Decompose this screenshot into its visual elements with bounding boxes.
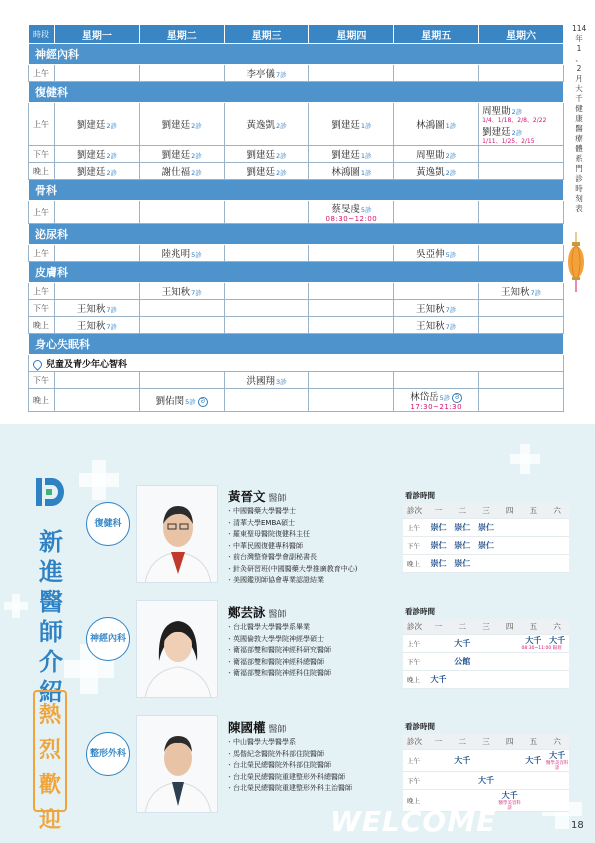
office-hours-slot: 晚上 [403,554,427,572]
cell-rehab-eve-wed: 劉建廷2診 [224,163,309,180]
cell-rehab-am-mon: 劉建廷2診 [55,103,140,146]
office-hours-cell [545,670,569,688]
office-hours-cell [474,749,498,771]
side-caption-char: 療 [575,134,583,143]
side-caption-char: 2 [576,64,582,73]
header-day-tue: 星期二 [139,25,224,44]
office-hours-header [403,503,569,518]
office-hours-cell [522,670,546,688]
office-hours-cell [498,670,522,688]
side-caption-char: 健 [575,104,583,113]
intro-title-char: 醫 [39,588,63,616]
cv-line: ・ 清華大學EMBA碩士 [226,518,357,530]
cv-line: ・ 前台灣整脊醫學會副秘書長 [226,552,357,564]
header-day-thu: 星期四 [309,25,394,44]
office-hours-slot: 上午 [403,634,427,652]
office-hours-header [403,734,569,749]
cv-line: ・ 中山醫學大學醫學系 [226,737,352,749]
office-hours-slot: 下午 [403,652,427,670]
office-hours-header-cell: 五 [522,619,546,634]
office-hours-header-cell: 一 [427,734,451,749]
office-hours-cell: 公館 [450,652,474,670]
side-caption-char: 醫 [575,124,583,133]
side-caption-char: 、 [575,54,583,63]
welcome-text [33,698,67,838]
office-hours-row [403,554,569,572]
cv-line: ・ 台北醫學大學醫學系畢業 [226,622,331,634]
office-hours-row [403,536,569,554]
cell-derm-eve-mon: 王知秋7診 [55,317,140,334]
office-hours-cell [545,789,569,811]
header-slot: 時段 [29,25,55,44]
doctor-name: 陳國權 醫師 [228,720,287,735]
header-day-mon: 星期一 [55,25,140,44]
office-hours-cell: 大千 醫學美容科診 [498,790,521,811]
office-hours-cell: 崇仁 [474,536,498,554]
office-hours-header-cell: 三 [474,503,498,518]
cell-rehab-pm-wed: 劉建廷2診 [224,146,309,163]
cv-line: ・ 衛福部雙和醫院神經科研究醫師 [226,645,331,657]
subsection-child-psych: 兒童及青少年心智科 [29,355,564,372]
slot-label: 上午 [29,201,55,224]
office-hours-header-cell: 三 [474,734,498,749]
cv-line: ・ 衛福部雙和醫院神經科住院醫師 [226,668,331,680]
office-hours-cell [427,771,451,789]
office-hours-header-cell: 六 [545,503,569,518]
office-hours-cell [474,554,498,572]
side-caption-char: 114 [572,24,587,33]
cell-uro-am-fri: 吳亞伸5診 [394,245,479,262]
office-hours-cell [545,652,569,670]
side-caption-char: 表 [575,204,583,213]
office-hours-cell [522,789,546,811]
cell-rehab-am-sat: 周聖勛2診 1/4、1/18、2/8、2/22 劉建廷2診 1/11、1/25、2/15 [479,103,564,146]
section-psych: 身心失眠科 [29,334,564,355]
office-hours-table [403,619,569,689]
slot-label: 晚上 [29,389,55,412]
office-hours-header-cell: 診次 [403,734,427,749]
doctor-cv [226,622,331,680]
side-caption-char: 體 [575,144,583,153]
side-caption-char: 千 [575,94,583,103]
header-day-fri: 星期五 [394,25,479,44]
intro-title [36,527,66,707]
location-pin-icon [31,358,44,371]
doctor-cv [226,737,352,795]
section-neuro: 神經內科 [29,44,564,65]
hospital-logo-icon [36,478,64,506]
schedule-header-row [29,25,564,44]
section-uro: 泌尿科 [29,224,564,245]
cell-rehab-eve-mon: 劉建廷2診 [55,163,140,180]
header-day-sat: 星期六 [479,25,564,44]
office-hours-slot: 下午 [403,771,427,789]
side-caption-char: 康 [575,114,583,123]
cv-line: ・ 美國鑑別師協會專業認證結業 [226,575,357,587]
welcome-char: 烈 [38,738,61,763]
cell-rehab-eve-thu: 林鴻圖1診 [309,163,394,180]
office-hours-cell [474,670,498,688]
decor-plus [4,602,28,610]
side-caption-char: 刻 [575,194,583,203]
slot-label: 晚上 [29,163,55,180]
cell-rehab-am-thu: 劉建廷1診 [309,103,394,146]
office-hours-cell: 崇仁 [450,518,474,536]
ear-icon: ᘐ [198,397,208,407]
cell-derm-pm-mon: 王知秋7診 [55,300,140,317]
dept-badge: 神經內科 [86,617,130,661]
office-hours-header-cell: 四 [498,619,522,634]
office-hours-cell: 大千 [450,749,474,771]
doctor-cv [226,506,357,587]
office-hours-cell [522,536,546,554]
intro-title-char: 師 [39,618,63,646]
office-hours-cell [545,771,569,789]
office-hours-row [403,634,569,652]
office-hours-slot: 晚上 [403,789,427,811]
office-hours-title: 看診時間 [405,491,435,500]
side-caption-char: 月 [575,74,583,83]
page-number: 18 [571,820,584,831]
office-hours-slot: 晚上 [403,670,427,688]
office-hours-header-cell: 一 [427,503,451,518]
doctor-photo [136,485,218,583]
cell-rehab-pm-mon: 劉建廷2診 [55,146,140,163]
office-hours-slot: 上午 [403,749,427,771]
section-ortho: 骨科 [29,180,564,201]
ear-icon: ᘐ [452,393,462,403]
cell-derm-am-tue: 王知秋7診 [139,283,224,300]
side-caption-char: 大 [575,84,583,93]
cv-line: ・ 馬偕紀念醫院外科部住院醫師 [226,749,352,761]
cell-derm-am-sat: 王知秋7診 [479,283,564,300]
office-hours-cell [474,652,498,670]
slot-label: 下午 [29,300,55,317]
office-hours-header-cell: 診次 [403,619,427,634]
decor-plus [64,660,114,678]
office-hours-cell: 大千 隔週 [545,634,569,652]
office-hours-header-cell: 二 [450,503,474,518]
office-hours-header-cell: 四 [498,503,522,518]
side-caption-char: 診 [575,174,583,183]
office-hours-slot: 上午 [403,518,427,536]
cv-line: ・ 針灸研習班(中國醫藥大學推廣教育中心) [226,564,357,576]
cell-rehab-eve-tue: 謝仕福2診 [139,163,224,180]
office-hours-header-cell: 二 [450,734,474,749]
section-rehab: 復健科 [29,82,564,103]
cell-rehab-pm-fri: 周聖勛2診 [394,146,479,163]
cell-derm-pm-fri: 王知秋7診 [394,300,479,317]
office-hours-table [403,734,569,812]
header-day-wed: 星期三 [224,25,309,44]
slot-label: 上午 [29,245,55,262]
office-hours-title: 看診時間 [405,607,435,616]
section-derm: 皮膚科 [29,262,564,283]
office-hours-cell [522,652,546,670]
office-hours-slot: 下午 [403,536,427,554]
office-hours-cell [545,536,569,554]
office-hours-cell [498,536,522,554]
cell-rehab-pm-tue: 劉建廷2診 [139,146,224,163]
office-hours-cell [427,634,451,652]
office-hours-cell: 大千 [427,670,451,688]
decor-plus [510,454,540,464]
cell-rehab-am-tue: 劉建廷2診 [139,103,224,146]
cell-derm-eve-fri: 王知秋7診 [394,317,479,334]
dept-badge: 復健科 [86,502,130,546]
doctor-name: 黃晉文 醫師 [228,489,287,504]
side-caption-char: 年 [575,34,583,43]
office-hours-cell: 崇仁 [427,536,451,554]
office-hours-cell: 大千 [474,771,498,789]
office-hours-cell: 崇仁 [450,554,474,572]
cv-line: ・ 中國醫藥大學醫學士 [226,506,357,518]
doctor-photo [136,600,218,698]
office-hours-table [403,503,569,573]
office-hours-row [403,771,569,789]
office-hours-cell: 大千 [450,634,474,652]
office-hours-header-cell: 六 [545,619,569,634]
office-hours-header-cell: 四 [498,734,522,749]
doctor-photo [136,715,218,813]
cv-line: ・ 衛福部雙和醫院神經科總醫師 [226,657,331,669]
side-caption-char: 門 [575,164,583,173]
office-hours-header-cell: 六 [545,734,569,749]
intro-title-char: 新 [39,528,63,556]
lantern-icon [567,232,585,292]
slot-label: 上午 [29,65,55,82]
cell-psych-eve-tue: 劉佑閔5診 ᘐ [139,389,224,412]
office-hours-cell [545,518,569,536]
office-hours-cell [498,518,522,536]
decor-plus [79,473,119,487]
intro-title-char: 進 [39,558,63,586]
office-hours-cell [498,652,522,670]
office-hours-header-cell: 五 [522,734,546,749]
office-hours-header-cell: 三 [474,619,498,634]
cv-line: ・ 英國倫敦大學學院神經學碩士 [226,634,331,646]
slot-label: 上午 [29,103,55,146]
cell-ortho-am-thu: 蔡旻虔5診 08:30~12:00 [309,201,394,224]
office-hours-title: 看診時間 [405,722,435,731]
office-hours-header-cell: 一 [427,619,451,634]
office-hours-cell [498,749,522,771]
office-hours-cell [450,670,474,688]
cell-rehab-am-fri: 林鴻圖1診 [394,103,479,146]
slot-label: 上午 [29,283,55,300]
intro-title-char: 介 [39,648,63,676]
office-hours-row [403,518,569,536]
cv-line: ・ 台北榮民總醫院重建整形外科主治醫師 [226,783,352,795]
slot-label: 下午 [29,146,55,163]
office-hours-header-cell: 二 [450,619,474,634]
cv-line: ・ 羅東聖母醫院復健科主任 [226,529,357,541]
office-hours-cell [522,771,546,789]
office-hours-cell [498,771,522,789]
office-hours-cell [498,634,522,652]
cell-psych-eve-fri: 林岱岳5診 ᘐ 17:30~21:30 [394,389,479,412]
cv-line: ・ 台北榮民總醫院外科部住院醫師 [226,760,352,772]
slot-label: 晚上 [29,317,55,334]
side-caption-char: 時 [575,184,583,193]
office-hours-header [403,619,569,634]
cell-psych-pm-wed: 洪國翔3診 [224,372,309,389]
office-hours-cell [427,749,451,771]
side-caption [572,24,586,214]
office-hours-row [403,749,569,771]
clinic-schedule-table [28,24,564,412]
welcome-char: 熱 [38,703,61,728]
side-caption-char: 1 [576,44,582,53]
doctor-name: 鄭芸詠 醫師 [228,605,287,620]
cv-line: ・ 中華民國復健專科醫師 [226,541,357,553]
office-hours-cell [427,652,451,670]
office-hours-header-cell: 五 [522,503,546,518]
office-hours-cell [522,554,546,572]
office-hours-cell: 大千 醫學美容科診 [545,750,569,771]
side-caption-char: 系 [575,154,583,163]
office-hours-cell: 崇仁 [450,536,474,554]
office-hours-cell: 大千 [522,749,546,771]
office-hours-cell: 崇仁 [427,518,451,536]
cv-line: ・ 台北榮民總醫院重建整形外科總醫師 [226,772,352,784]
office-hours-cell [545,554,569,572]
welcome-char: 歡 [38,773,61,798]
dept-badge: 整形外科 [86,732,130,776]
welcome-word: WELCOME [330,805,497,838]
office-hours-cell [498,554,522,572]
office-hours-row [403,652,569,670]
welcome-char: 迎 [38,808,61,833]
intro-title-char: 紹 [39,678,63,706]
slot-label: 下午 [29,372,55,389]
office-hours-cell [522,518,546,536]
office-hours-cell: 崇仁 [427,554,451,572]
office-hours-cell: 大千 08:30~11:00 [521,636,552,651]
office-hours-cell: 崇仁 [474,518,498,536]
office-hours-cell [474,634,498,652]
cell-rehab-eve-fri: 黃逸凱2診 [394,163,479,180]
office-hours-header-cell: 診次 [403,503,427,518]
cell-rehab-pm-thu: 劉建廷1診 [309,146,394,163]
office-hours-cell [450,771,474,789]
cell-rehab-am-wed: 黃逸凱2診 [224,103,309,146]
office-hours-row [403,670,569,688]
cell-uro-am-tue: 陸兆明5診 [139,245,224,262]
cell-neuro-am-wed: 李亭儀7診 [224,65,309,82]
